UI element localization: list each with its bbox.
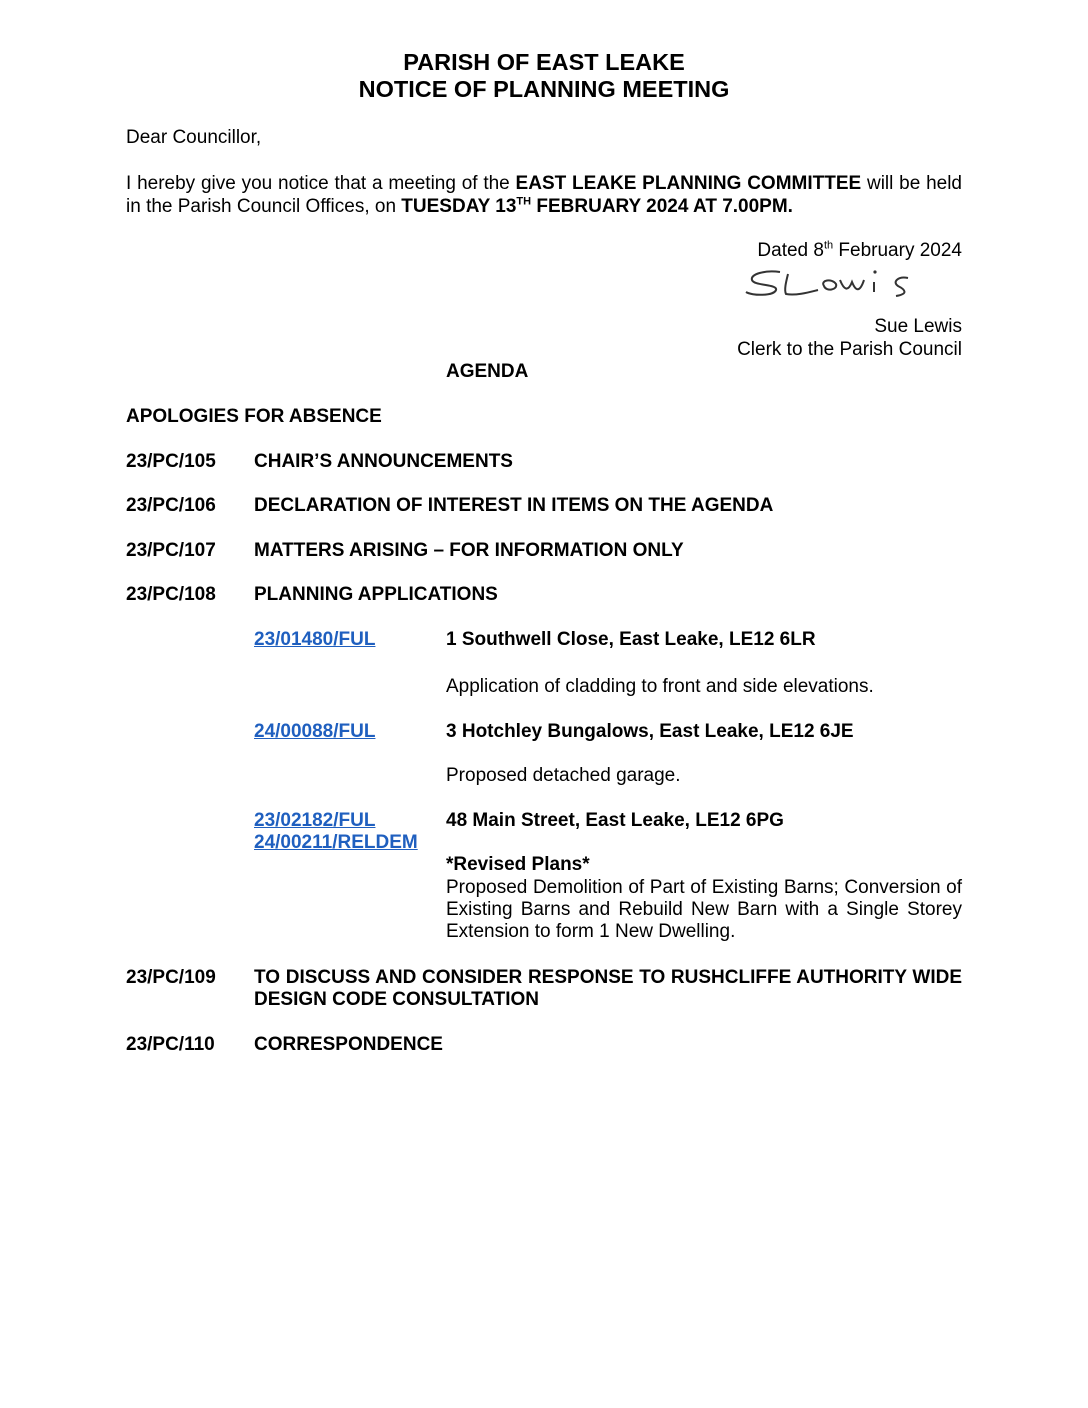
notice-text-2: will be held in the Parish Council Offices, on	[126, 173, 962, 217]
meeting-date	[401, 196, 793, 217]
agenda-item-title: CORRESPONDENCE	[254, 1034, 443, 1055]
heading-notice: NOTICE OF PLANNING MEETING	[358, 76, 730, 102]
agenda-item-code: 23/PC/107	[126, 540, 216, 561]
agenda-title: AGENDA	[446, 361, 529, 382]
dated-line	[757, 240, 962, 262]
revised-plans-note: *Revised Plans*	[446, 854, 590, 875]
application-ref-link[interactable]: 24/00088/FUL	[254, 721, 376, 742]
agenda-item-title: TO DISCUSS AND CONSIDER RESPONSE TO RUSHCLIFFE AUTHORITY WIDE DESIGN CODE CONSULTATION	[254, 967, 962, 1010]
application-description: Proposed Demolition of Part of Existing Barns; Conversion of Existing Barns and Rebuild New Barn with a Single Storey Extension to form 1 New Dwelling.	[446, 877, 962, 942]
dated-sup: th	[823, 239, 834, 252]
agenda-item-code: 23/PC/105	[126, 451, 216, 472]
application-ref-link[interactable]: 24/00211/RELDEM	[254, 832, 418, 853]
agenda-item-code: 23/PC/108	[126, 584, 216, 605]
meeting-date-sup: TH	[516, 195, 532, 208]
signatory-name: Sue Lewis	[874, 316, 962, 337]
dated-prefix: Dated 8	[757, 240, 824, 261]
application-address: 3 Hotchley Bungalows, East Leake, LE12 6JE	[446, 721, 854, 742]
dated-suffix: February 2024	[833, 240, 962, 261]
application-address: 48 Main Street, East Leake, LE12 6PG	[446, 810, 784, 831]
agenda-item-code: 23/PC/109	[126, 967, 216, 988]
notice-paragraph	[126, 172, 962, 218]
agenda-item-code: 23/PC/110	[126, 1034, 215, 1055]
signature-image	[740, 262, 960, 306]
application-address: 1 Southwell Close, East Leake, LE12 6LR	[446, 629, 816, 650]
agenda-item-title: CHAIR’S ANNOUNCEMENTS	[254, 451, 513, 472]
apologies-heading: APOLOGIES FOR ABSENCE	[126, 406, 382, 427]
application-ref-link[interactable]: 23/02182/FUL	[254, 810, 376, 831]
heading-parish: PARISH OF EAST LEAKE	[403, 49, 685, 75]
agenda-item-title: MATTERS ARISING – FOR INFORMATION ONLY	[254, 540, 684, 561]
application-description: Proposed detached garage.	[446, 765, 681, 786]
committee-name: EAST LEAKE PLANNING COMMITTEE	[515, 173, 862, 194]
agenda-item-title: PLANNING APPLICATIONS	[254, 584, 498, 605]
salutation: Dear Councillor,	[126, 127, 262, 148]
signatory-role: Clerk to the Parish Council	[737, 339, 962, 360]
application-ref-link[interactable]: 23/01480/FUL	[254, 629, 376, 650]
meeting-date-day: TUESDAY 13	[401, 196, 517, 217]
agenda-item-code: 23/PC/106	[126, 495, 216, 516]
application-description: Application of cladding to front and side elevations.	[446, 676, 874, 697]
meeting-date-rest: FEBRUARY 2024 AT 7.00PM.	[531, 196, 793, 217]
notice-text-1: I hereby give you notice that a meeting of the	[126, 173, 516, 194]
agenda-item-title: DECLARATION OF INTEREST IN ITEMS ON THE AGENDA	[254, 495, 774, 516]
